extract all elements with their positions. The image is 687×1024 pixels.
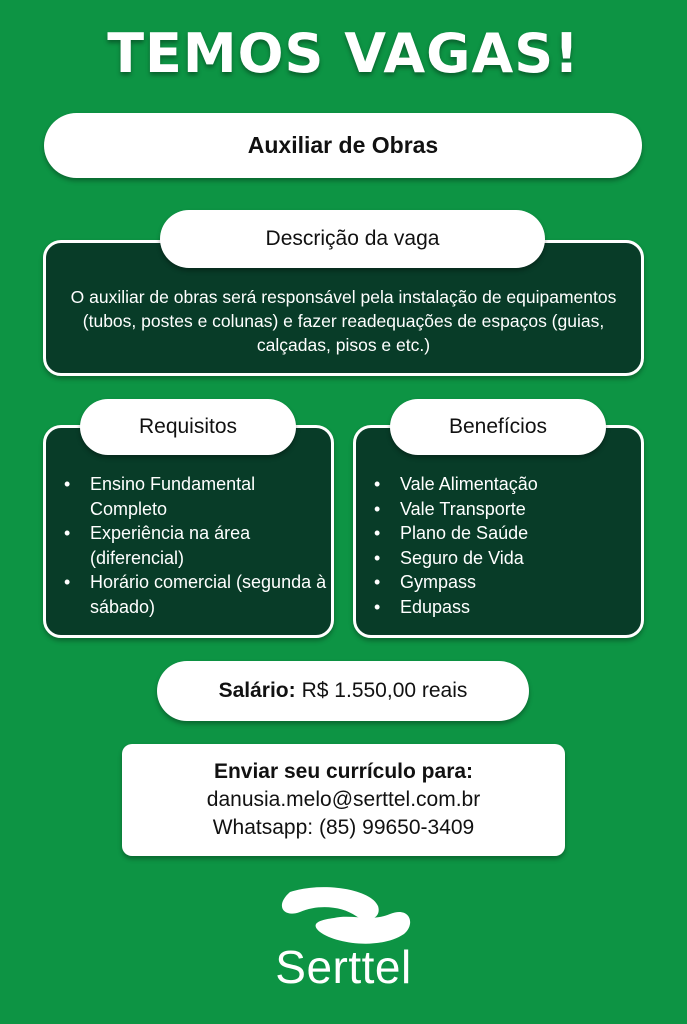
benefits-label: Benefícios [390, 399, 606, 455]
benefit-item: • Vale Alimentação [400, 472, 538, 497]
salary-value: R$ 1.550,00 reais [301, 679, 468, 702]
description-text: O auxiliar de obras será responsável pela instalação de equipamentos (tubos, postes e colunas) e fazer readequações de espaços (guias, calçadas, pisos e etc.) [70, 287, 617, 355]
requirement-item: • Ensino Fundamental Completo [90, 472, 327, 521]
contact-heading: Enviar seu currículo para: [213, 760, 474, 783]
requirements-panel [43, 425, 334, 638]
requirements-label: Requisitos [80, 399, 296, 455]
job-title: Auxiliar de Obras [44, 113, 642, 178]
requirement-item: • Horário comercial (segunda à sábado) [90, 570, 327, 619]
contact-email[interactable]: danusia.melo@serttel.com.br [206, 788, 481, 811]
contact-whatsapp[interactable]: Whatsapp: (85) 99650-3409 [212, 816, 475, 839]
benefit-item: • Vale Transporte [400, 497, 538, 522]
benefit-item: • Seguro de Vida [400, 546, 538, 571]
description-label: Descrição da vaga [160, 210, 545, 268]
benefit-item: • Plano de Saúde [400, 521, 538, 546]
salary-label: Salário: [218, 679, 296, 702]
brand-name: Serttel [275, 941, 412, 993]
contact-box [122, 744, 565, 856]
salary-badge [157, 661, 529, 721]
page-title: TEMOS VAGAS! [107, 22, 580, 85]
requirement-item: • Experiência na área (diferencial) [90, 521, 327, 570]
benefits-panel [353, 425, 644, 638]
benefit-item: • Edupass [400, 595, 538, 620]
benefit-item: • Gympass [400, 570, 538, 595]
